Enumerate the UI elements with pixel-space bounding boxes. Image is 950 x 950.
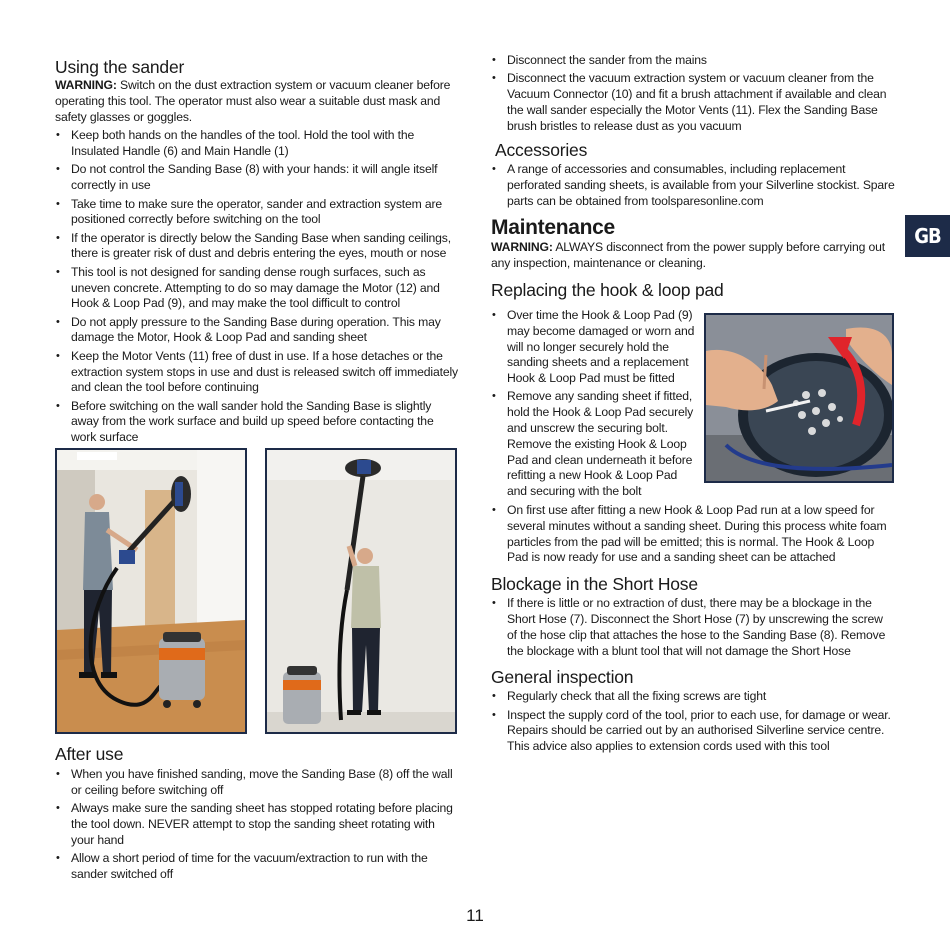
right-column-bottom	[491, 503, 895, 758]
photo-ceiling-sanding	[265, 448, 457, 734]
list-item: • Remove any sanding sheet if fitted, hold the Hook & Loop Pad securely and unscrew the securing bolt. Remove the existing Hook & Loop Pad and clean underneath it before refitting a new Hook & Loop Pad and securing with the bolt	[491, 389, 697, 500]
list-item: • Do not control the Sanding Base (8) with your hands: it will angle itself correctly in use	[55, 162, 460, 194]
using-warning	[55, 78, 460, 125]
using-sander-heading: Using the sander	[55, 57, 185, 77]
after-use-section	[55, 744, 460, 885]
accessories-list	[491, 162, 895, 209]
list-item: • A range of accessories and consumables, including replacement perforated sanding sheets, is available from your Silverline stockist. Spare parts can be obtained from toolsparesonline.com	[491, 162, 895, 209]
warning-label: WARNING:	[55, 78, 117, 92]
list-item: • Take time to make sure the operator, sander and extraction system are positioned correctly before switching on the tool	[55, 197, 460, 229]
hook-loop-heading: Replacing the hook & loop pad	[491, 280, 724, 301]
list-item: • When you have finished sanding, move the Sanding Base (8) off the wall or ceiling before switching off	[55, 767, 460, 799]
cleaning-list	[491, 53, 895, 134]
photo-wall-sanding	[55, 448, 247, 734]
hook-loop-list-wide	[491, 503, 895, 566]
list-item: • Over time the Hook & Loop Pad (9) may become damaged or worn and will no longer securely hold the sanding sheets and a replacement Hook & Loop Pad must be fitted	[491, 308, 697, 387]
list-item: • On first use after fitting a new Hook & Loop Pad run at a low speed for several minutes without a sanding sheet. During this process white foam particles from the pad will be emitted; this is normal. The Hook & Loop Pad is now ready for use and a sanding sheet can be attached	[491, 503, 895, 566]
photo-hook-loop-pad	[704, 313, 894, 483]
list-item: • Before switching on the wall sander hold the Sanding Base is slightly away from the work surface and build up speed before contacting the work surface	[55, 399, 460, 446]
list-item: • Disconnect the sander from the mains	[491, 53, 895, 69]
left-column	[55, 57, 460, 449]
list-item: • Keep both hands on the handles of the tool. Hold the tool with the Insulated Handle (6) and Main Handle (1)	[55, 128, 460, 160]
wall-sanding-illustration	[57, 450, 245, 732]
after-use-list	[55, 767, 460, 883]
maintenance-warning	[491, 240, 895, 272]
warning-text: Switch on the dust extraction system or vacuum cleaner before operating this tool. The operator must also wear a suitable dust mask and safety glasses or goggles.	[55, 78, 451, 124]
language-tab: GB	[905, 215, 950, 257]
maintenance-heading: Maintenance	[491, 215, 615, 239]
hook-loop-pad-illustration	[706, 315, 892, 481]
list-item: • This tool is not designed for sanding dense rough surfaces, such as uneven concrete. Attempting to do so may damage the Motor (12) and Hook & Loop Pad (9), and may make the tool difficult to control	[55, 265, 460, 312]
list-item: • Keep the Motor Vents (11) free of dust in use. If a hose detaches or the extraction system stops in use and dust is released switch off immediately and clean the tool before continuing	[55, 349, 460, 396]
list-item: • Do not apply pressure to the Sanding Base during operation. This may damage the Motor, Hook & Loop Pad and sanding sheet	[55, 315, 460, 347]
list-item: • If the operator is directly below the Sanding Base when sanding ceilings, there is greater risk of dust and debris entering the eyes, mouth or nose	[55, 231, 460, 263]
list-item: • Disconnect the vacuum extraction system or vacuum cleaner from the Vacuum Connector (10) and fit a brush attachment if available and clean the wall sander especially the Motor Vents (11). Flex the Sanding Base brush bristles to release dust as you vacuum	[491, 71, 895, 134]
after-use-heading: After use	[55, 744, 124, 764]
list-item: • If there is little or no extraction of dust, there may be a blockage in the Short Hose (7). Disconnect the Short Hose (7) by unscrewing the screw of the hose clip that attaches the hose to the Sanding Base (8). Remove the blockage with a blunt tool that will not damage the Short Hose	[491, 596, 895, 659]
list-item: • Regularly check that all the fixing screws are tight	[491, 689, 895, 705]
ceiling-sanding-illustration	[267, 450, 455, 732]
accessories-heading: Accessories	[495, 140, 588, 161]
general-inspection-heading: General inspection	[491, 667, 634, 688]
hook-loop-list	[491, 308, 697, 500]
hook-loop-narrow	[491, 308, 697, 503]
blockage-heading: Blockage in the Short Hose	[491, 574, 698, 595]
general-inspection-list	[491, 689, 895, 755]
warning-label: WARNING:	[491, 239, 553, 254]
using-list	[55, 128, 460, 446]
page-number: 11	[466, 906, 484, 925]
list-item: • Inspect the supply cord of the tool, prior to each use, for damage or wear. Repairs should be carried out by an authorised Silverline service centre. This advice also applies to extension cords used with this tool	[491, 708, 895, 755]
blockage-list	[491, 596, 895, 659]
warning-text: ALWAYS disconnect from the power supply before carrying out any inspection, maintenance or cleaning.	[491, 239, 885, 270]
list-item: • Always make sure the sanding sheet has stopped rotating before placing the tool down. NEVER attempt to stop the sanding sheet rotating with your hand	[55, 801, 460, 848]
right-column-top	[491, 53, 895, 300]
list-item: • Allow a short period of time for the vacuum/extraction to run with the sander switched off	[55, 851, 460, 883]
